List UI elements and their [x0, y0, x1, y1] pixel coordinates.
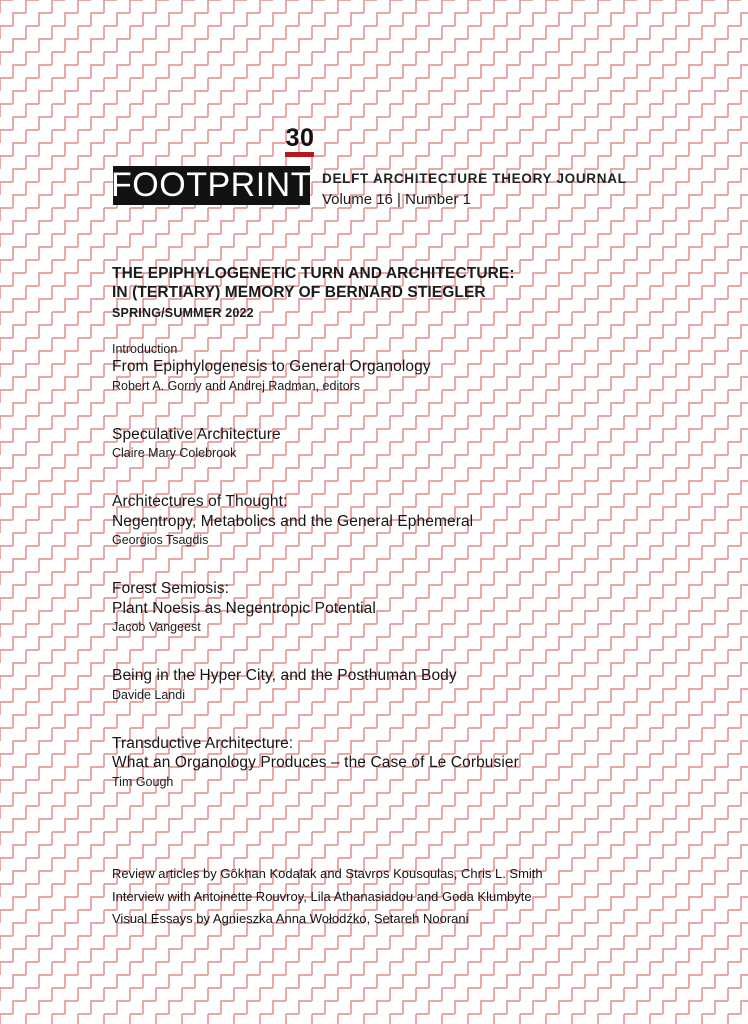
article-title: Architectures of Thought:: [112, 493, 288, 510]
article-title: Being in the Hyper City, and the Posthuman Body: [112, 667, 457, 684]
footer-interview-line: Interview with Antoinette Rouvroy, Lila Athanasiadou and Goda Klumbyte: [112, 888, 532, 904]
article-title-line-2: What an Organology Produces – the Case of Le Corbusier: [112, 754, 519, 771]
article-title: Transductive Architecture:: [112, 734, 294, 752]
article-kicker: Introduction: [112, 342, 178, 356]
volume-number-line: Volume 16 | Number 1: [322, 191, 471, 208]
footer-review-articles-line: Review articles by Gökhan Kodalak and Stavros Kousoulas, Chris L. Smith: [112, 866, 543, 881]
issue-number: 30: [285, 124, 315, 152]
table-of-contents: [112, 341, 692, 821]
issue-title-line-2: IN (TERTIARY) MEMORY OF BERNARD STIEGLER: [112, 284, 486, 301]
article-title-line-2: Plant Noesis as Negentropic Potential: [112, 599, 376, 617]
issue-season: SPRING/SUMMER 2022: [112, 306, 254, 320]
footer-credits-block: [112, 863, 692, 931]
footprint-logo-box: [113, 166, 310, 205]
article-entry: [112, 492, 692, 549]
article-entry: [112, 734, 692, 791]
article-entry: [112, 579, 692, 636]
article-authors: Davide Landi: [112, 687, 185, 702]
article-authors: Georgios Tsagdis: [112, 533, 209, 547]
article-entry: [112, 425, 692, 463]
footprint-logo-text: FOOTPRINT: [111, 165, 312, 204]
article-entry: [112, 341, 692, 395]
article-title: Speculative Architecture: [112, 425, 281, 443]
issue-number-underline-bar: [285, 152, 314, 157]
article-title: From Epiphylogenesis to General Organology: [112, 358, 431, 375]
issue-title-block: [112, 264, 712, 320]
article-authors: Jacob Vangeest: [112, 620, 201, 634]
article-authors: Claire Mary Colebrook: [112, 446, 237, 460]
article-entry: [112, 666, 692, 704]
article-authors: Robert A. Gorny and Andrej Radman, editors: [112, 378, 361, 393]
issue-title-line-1: THE EPIPHYLOGENETIC TURN AND ARCHITECTURE:: [112, 265, 515, 282]
footer-visual-essays-line: Visual Essays by Agnieszka Anna Wołodźko, Setareh Noorani: [112, 911, 469, 926]
journal-name: DELFT ARCHITECTURE THEORY JOURNAL: [322, 171, 627, 186]
article-authors: Tim Gough: [112, 774, 174, 789]
article-title-line-2: Negentropy, Metabolics and the General Ephemeral: [112, 512, 474, 530]
article-title: Forest Semiosis:: [112, 580, 230, 597]
